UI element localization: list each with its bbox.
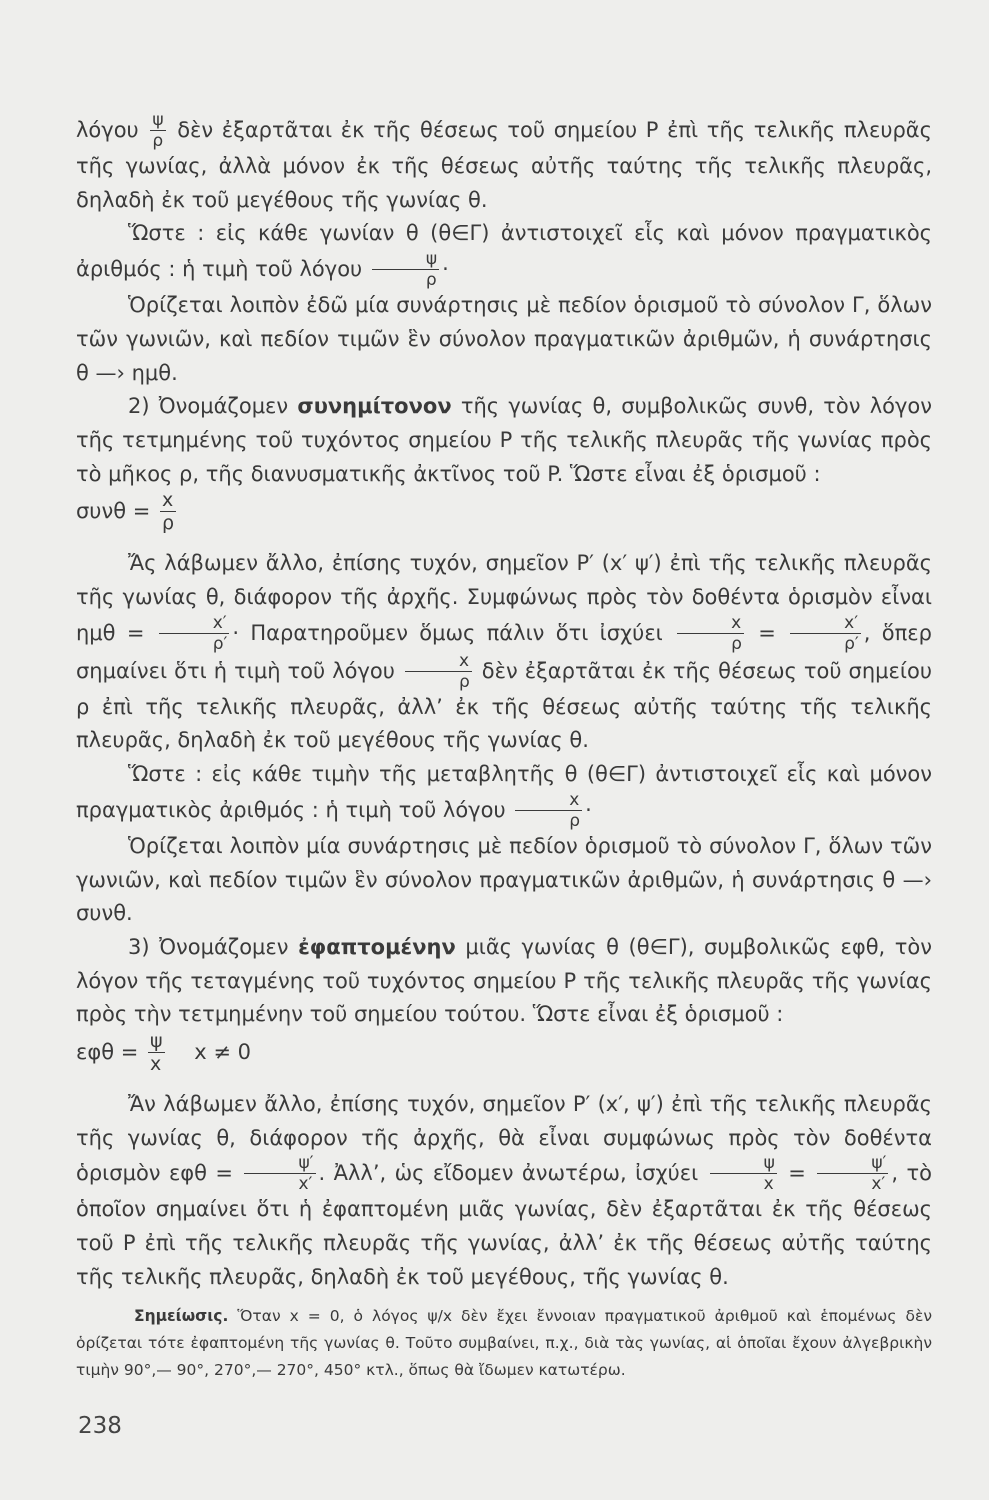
text: τῆς γωνίας θ, συμβολικῶς συνθ, τὸν λόγον τῆς τετμημένης τοῦ τυχόντος σημείου P τῆς τελικῆς πλευρᾶς τῆς γωνίας πρὸς τὸ μῆκος ρ, τῆς διανυσματικῆς ἀκτῖνος τοῦ P. Ὥστε εἶναι ἐξ ὁρισμοῦ : (76, 394, 932, 486)
equation-tangent (76, 1032, 932, 1088)
paragraph-6 (76, 758, 932, 830)
denominator: x′ (298, 1174, 313, 1195)
text: Ἄν λάβωμεν ἄλλο, ἐπίσης τυχόν, σημεῖον P′ (x′, ψ′) ἐπὶ τῆς τελικῆς πλευρᾶς τῆς γωνίας θ, διάφορον τῆς ἀρχῆς, θὰ εἶναι συμφώνως πρὸς τὸν δοθέντα ὁρισμὸν εφθ = (76, 1092, 932, 1186)
text: λόγου (76, 118, 139, 142)
text: δὲν ἐξαρτᾶται ἐκ τῆς θέσεως τοῦ σημείου ρ ἐπὶ τῆς τελικῆς πλευρᾶς, ἀλλ’ ἐκ τῆς θέσεως αὐτῆς ταύτης τῆς τελικῆς πλευρᾶς, δηλαδὴ ἐκ τοῦ μεγέθους τῆς γωνίας θ. (76, 658, 932, 753)
term-cosine: συνημίτονον (297, 394, 452, 419)
denominator: ρ (731, 633, 742, 654)
numerator: ψ (150, 1030, 163, 1053)
denominator: ρ′ (844, 633, 859, 654)
term-tangent: ἐφαπτομένην (298, 934, 456, 959)
denominator: ρ′ (212, 633, 228, 654)
fraction-psi-rho (372, 251, 439, 289)
denominator: ρ (569, 810, 581, 831)
text: Ὥστε : εἰς κάθε τιμὴν τῆς μεταβλητῆς θ (θ∈Γ) ἀντιστοιχεῖ εἷς καὶ μόνον πραγματικὸς ἀριθμός : ἡ τιμὴ τοῦ λόγου (76, 762, 932, 822)
equals-sign: = (758, 620, 776, 645)
text: μιᾶς γωνίας θ (θ∈Γ), συμβολικῶς εφθ, τὸν λόγον τῆς τεταγμένης τοῦ τυχόντος σημείου P τῆς τελικῆς πλευρᾶς τῆς γωνίας πρὸς τὴν τετμημένην τοῦ σημείου τούτου. Ὥστε εἶναι ἐξ ὁρισμοῦ : (76, 934, 932, 1027)
paragraph-3: Ὁρίζεται λοιπὸν ἐδῶ μία συνάρτησις μὲ πεδίον ὁρισμοῦ τὸ σύνολον Γ, ὅλων τῶν γωνιῶν, καὶ πεδίον τιμῶν ἓν σύνολον πραγματικῶν ἀριθμῶν, ἡ συνάρτησις θ —› ημθ. (76, 293, 932, 385)
paragraph-7: Ὁρίζεται λοιπὸν μία συνάρτησις μὲ πεδίον ὁρισμοῦ τὸ σύνολον Γ, ὅλων τῶν γωνιῶν, καὶ πεδίον τιμῶν ἓν σύνολον πραγματικῶν ἀριθμῶν, ἡ συνάρτησις θ —› συνθ. (76, 833, 932, 926)
numerator: x (677, 615, 744, 634)
fraction-psi-x (148, 1032, 165, 1074)
note-block (76, 1303, 932, 1384)
note-label: Σημείωσις. (134, 1306, 229, 1325)
text: · Παρατηροῦμεν ὅμως πάλιν ὅτι ἰσχύει (232, 620, 663, 645)
text: , ὅπερ σημαίνει ὅτι ἡ τιμὴ τοῦ λόγου (76, 620, 932, 683)
numerator: x (160, 491, 176, 512)
fraction-psi-rho (150, 112, 165, 150)
page-body (76, 112, 932, 1384)
equation-lhs: εφθ = (76, 1040, 139, 1065)
equals-sign: = (788, 1161, 806, 1186)
denominator: ρ (458, 671, 470, 692)
numerator: ψ (372, 251, 439, 270)
paragraph-9 (76, 1088, 932, 1295)
fraction-x-rho (160, 491, 176, 533)
fraction-x-rho (515, 789, 582, 831)
text: δὲν ἐξαρτᾶται ἐκ τῆς θέσεως τοῦ σημείου P ἐπὶ τῆς τελικῆς πλευρᾶς τῆς γωνίας, ἀλλὰ μόνον ἐκ τῆς θέσεως αὐτῆς ταύτης τῆς τελικῆς πλευρᾶς, δηλαδὴ ἐκ τοῦ μεγέθους τῆς γωνίας θ. (76, 118, 932, 212)
fraction-psi1-x1 (244, 1155, 315, 1193)
numerator: ψ′ (817, 1155, 888, 1174)
denominator: x (150, 1053, 162, 1076)
text: · (585, 797, 592, 822)
equation-lhs: συνθ = (76, 499, 151, 524)
numerator: ψ (152, 110, 164, 130)
paragraph-8 (76, 931, 932, 1032)
equation-cosine (76, 491, 932, 547)
text: Ἄς λάβωμεν ἄλλο, ἐπίσης τυχόν, σημεῖον P′ (x′ ψ′) ἐπὶ τῆς τελικῆς πλευρᾶς τῆς γωνίας θ, διάφορον τῆς ἀρχῆς. Συμφώνως πρὸς τὸν δοθέντα ὁρισμὸν εἶναι ημθ = (76, 551, 932, 645)
text: 3) Ὀνομάζομεν (128, 934, 289, 959)
note-body: Ὅταν x = 0, ὁ λόγος ψ/x δὲν ἔχει ἔννοιαν πραγματικοῦ ἀριθμοῦ καὶ ἑπομένως δὲν ὁρίζεται τότε ἐφαπτομένη τῆς γωνίας θ. Τοῦτο συμβαίνει, π.χ., διὰ τὰς γωνίας, αἱ ὁποῖαι ἔχουν ἀλγεβρικὴν τιμὴν 90°,— 90°, 270°,— 270°, 450° κτλ., ὅπως θὰ ἴδωμεν κατωτέρω. (76, 1306, 932, 1379)
equation-condition: x ≠ 0 (194, 1040, 252, 1065)
fraction-x-rho (405, 650, 472, 692)
numerator: ψ′ (244, 1155, 315, 1174)
note-text (76, 1303, 932, 1384)
paragraph-4 (76, 390, 932, 491)
paragraph-5 (76, 547, 932, 758)
fraction-psi1-x1 (817, 1155, 888, 1193)
numerator: x (515, 792, 582, 811)
text: . Ἀλλ’, ὡς εἴδομεν ἀνωτέρω, ἰσχύει (318, 1161, 699, 1186)
fraction-psi-x (710, 1155, 777, 1193)
denominator: x′ (871, 1174, 886, 1195)
denominator: x (763, 1174, 774, 1195)
denominator: ρ (425, 270, 437, 291)
text: 2) Ὀνομάζομεν (128, 394, 289, 419)
paragraph-2 (76, 217, 932, 289)
denominator: ρ (152, 131, 164, 151)
denominator: ρ (162, 512, 175, 535)
numerator: ψ (710, 1155, 777, 1174)
fraction-x1-rho1 (790, 612, 861, 654)
fraction-x1-rho1 (159, 612, 230, 654)
page-number: 238 (78, 1413, 122, 1439)
numerator: x (405, 653, 472, 672)
text: , τὸ ὁποῖον σημαίνει ὅτι ἡ ἐφαπτομένη μιᾶς γωνίας, δὲν ἐξαρτᾶται ἐκ τῆς θέσεως τοῦ P ἐπὶ τῆς τελικῆς πλευρᾶς τῆς γωνίας, ἀλλ’ ἐκ τῆς θέσεως αὐτῆς ταύτης τῆς τελικῆς πλευρᾶς, δηλαδὴ ἐκ τοῦ μεγέθους, τῆς γωνίας θ. (76, 1161, 932, 1289)
text: · (442, 257, 449, 282)
paragraph-1 (76, 112, 932, 217)
numerator: x′ (159, 615, 230, 634)
numerator: x′ (790, 615, 861, 634)
fraction-x-rho (677, 612, 744, 654)
text: Ὥστε : εἰς κάθε γωνίαν θ (θ∈Γ) ἀντιστοιχεῖ εἷς καὶ μόνον πραγματικὸς ἀριθμός : ἡ τιμὴ τοῦ λόγου (76, 221, 932, 282)
